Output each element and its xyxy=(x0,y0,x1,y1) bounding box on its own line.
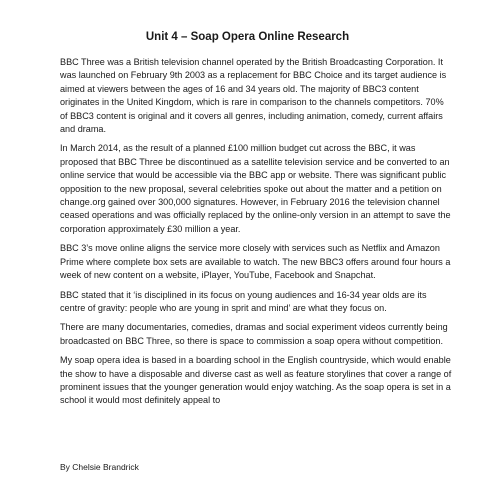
document-author-footer: By Chelsie Brandrick xyxy=(60,462,139,472)
document-body xyxy=(60,56,452,414)
paragraph-online-move: BBC 3’s move online aligns the service more closely with services such as Netflix and Amazon Prime where complete box sets are available to watch. The new BBC3 offers around four hours a week of new content on a website, iPlayer, YouTube, Facebook and Snapchat. xyxy=(60,243,451,281)
paragraph-budget-cut: In March 2014, as the result of a planned £100 million budget cut across the BBC, it was proposed that BBC Three be discontinued as a satellite television service and be converted to an online service that would be accessible via the BBC app or website. There was significant public opposition to the new proposal, several celebrities spoke out about the matter and a petition on change.org gained over 300,000 signatures. However, in February 2016 the television channel ceased operations and was officially replaced by the online-only version in an attempt to save the corporation approximately £30 million a year. xyxy=(60,143,451,234)
paragraph-bbc-statement: BBC stated that it ‘is disciplined in its focus on young audiences and 16-34 year olds are its centre of gravity: people who are young in sprit and mind’ are what they focus on. xyxy=(60,289,427,313)
paragraph-bbc-three-overview: BBC Three was a British television channel operated by the British Broadcasting Corporation. It was launched on February 9th 2003 as a replacement for BBC Choice and its target audience is aimed at viewers between the ages of 16 and 34 years old. The majority of BBC3 content originates in the United Kingdom, which is rare in comparison to the channels competitors. 70% of BBC3 content is original and it covers all genres, including animation, comedy, current affairs and drama. xyxy=(60,57,447,135)
paragraph-current-content: There are many documentaries, comedies, dramas and social experiment videos currently being broadcasted on BBC Three, so there is space to commission a soap opera without competition. xyxy=(60,322,448,346)
paragraph-soap-opera-idea: My soap opera idea is based in a boarding school in the English countryside, which would enable the show to have a disposable and diverse cast as well as feature storylines that cover a range of prominent issues that the younger generation would enjoy watching. As the soap opera is set in a school it would most definitely appeal to xyxy=(60,355,452,406)
document-title: Unit 4 – Soap Opera Online Research xyxy=(145,31,350,43)
